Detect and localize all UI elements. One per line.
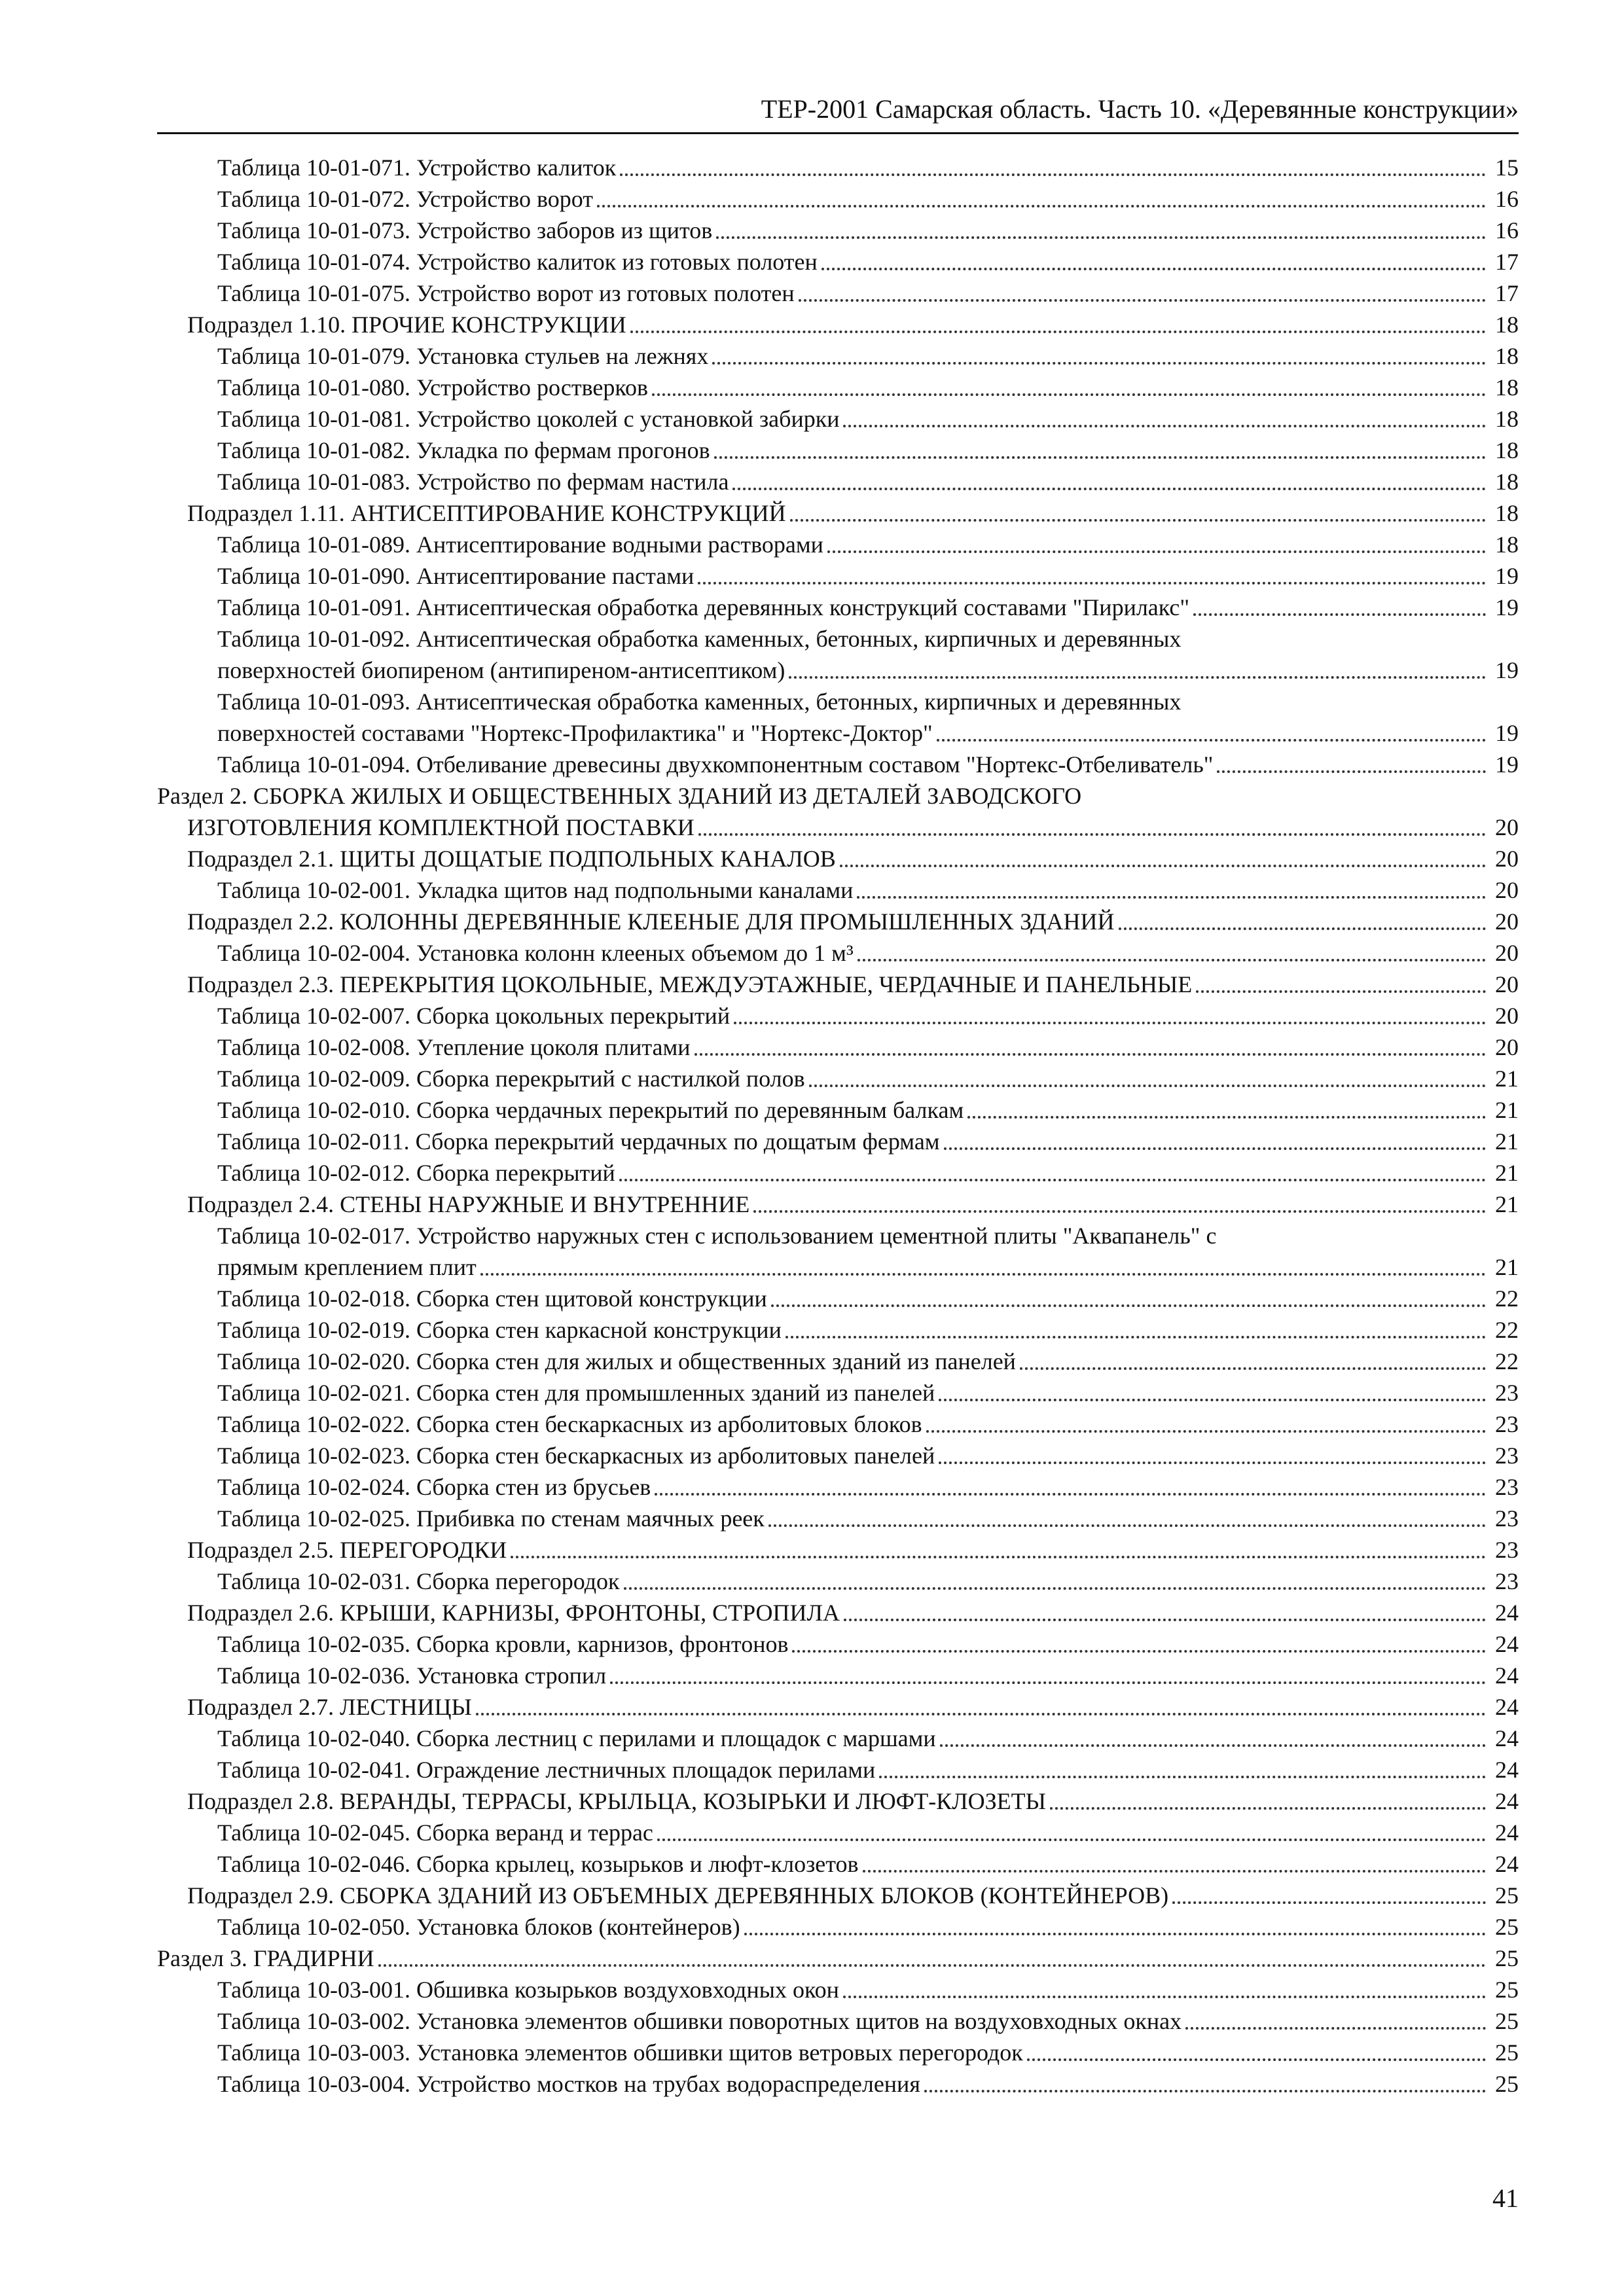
toc-entry[interactable] — [157, 874, 1519, 906]
toc-entry[interactable] — [157, 2068, 1519, 2100]
toc-entry-page: 24 — [1495, 1600, 1519, 1626]
toc-entry[interactable] — [157, 278, 1519, 309]
dot-leader — [857, 959, 1486, 961]
toc-entry-title: Таблица 10-02-023. Сборка стен бескаркасных из арболитовых панелей — [217, 1443, 935, 1469]
dot-leader — [597, 205, 1486, 207]
dot-leader — [476, 1713, 1486, 1715]
dot-leader — [771, 1304, 1486, 1307]
toc-entry[interactable] — [157, 1063, 1519, 1094]
toc-entry-continuation[interactable] — [157, 717, 1519, 749]
toc-entry-title: Подраздел 2.3. ПЕРЕКРЫТИЯ ЦОКОЛЬНЫЕ, МЕЖДУЭТАЖНЫЕ, ЧЕРДАЧНЫЕ И ПАНЕЛЬНЫЕ — [187, 971, 1193, 997]
toc-entry-page: 22 — [1495, 1348, 1519, 1374]
dot-leader — [698, 833, 1486, 836]
toc-entry[interactable] — [157, 466, 1519, 497]
toc-entry-page: 24 — [1495, 1662, 1519, 1689]
toc-entry-title: Таблица 10-02-046. Сборка крылец, козырьков и люфт-клозетов — [217, 1851, 859, 1877]
toc-entry[interactable] — [157, 1471, 1519, 1503]
toc-entry[interactable] — [157, 183, 1519, 215]
page-number: 41 — [1492, 2183, 1519, 2213]
dot-leader — [716, 236, 1486, 239]
dot-leader — [630, 331, 1486, 333]
toc-entry[interactable] — [157, 906, 1519, 937]
dot-leader — [799, 299, 1486, 302]
dot-leader — [652, 393, 1486, 396]
toc-entry[interactable] — [157, 1754, 1519, 1785]
toc-entry[interactable] — [157, 843, 1519, 874]
dot-leader — [619, 1179, 1486, 1181]
toc-entry-page: 23 — [1495, 1568, 1519, 1594]
dot-leader — [768, 1524, 1486, 1527]
dot-leader — [790, 519, 1486, 522]
dot-leader — [843, 1996, 1486, 1998]
dot-leader — [1217, 770, 1486, 773]
dot-leader — [1027, 2058, 1486, 2061]
toc-entry[interactable] — [157, 1817, 1519, 1848]
toc-entry-title: Таблица 10-01-083. Устройство по фермам настила — [217, 469, 729, 495]
toc-entry[interactable] — [157, 1911, 1519, 1943]
dot-leader — [1050, 1807, 1486, 1810]
toc-entry[interactable] — [157, 1534, 1519, 1566]
dot-leader — [857, 896, 1486, 899]
dot-leader — [480, 1273, 1486, 1276]
toc-entry-page: 20 — [1495, 1003, 1519, 1029]
toc-entry-title: Таблица 10-01-072. Устройство ворот — [217, 186, 593, 212]
toc-entry-title: Таблица 10-03-001. Обшивка козырьков воздуховходных окон — [217, 1977, 839, 2003]
toc-entry-title: Подраздел 2.2. КОЛОННЫ ДЕРЕВЯННЫЕ КЛЕЕНЫЕ ДЛЯ ПРОМЫШЛЕННЫХ ЗДАНИЙ — [187, 908, 1115, 935]
toc-entry-title: Таблица 10-01-090. Антисептирование пастами — [217, 563, 695, 589]
toc-entry-title: Подраздел 2.1. ЩИТЫ ДОЩАТЫЕ ПОДПОЛЬНЫХ КАНАЛОВ — [187, 846, 836, 872]
toc-entry-page: 23 — [1495, 1443, 1519, 1469]
toc-entry-title: Таблица 10-02-017. Устройство наружных стен с использованием цементной плиты "Аквапанель" с — [217, 1223, 1217, 1249]
toc-entry-page: 20 — [1495, 1034, 1519, 1060]
toc-entry-title: Таблица 10-02-004. Установка колонн клееных объемом до 1 м³ — [217, 940, 854, 966]
toc-entry-page: 23 — [1495, 1474, 1519, 1500]
dot-leader — [620, 173, 1486, 176]
dot-leader — [940, 1744, 1486, 1747]
toc-entry-title: Таблица 10-02-008. Утепление цоколя плитами — [217, 1034, 691, 1060]
toc-entry-page: 20 — [1495, 877, 1519, 903]
toc-entry[interactable] — [157, 1314, 1519, 1346]
toc-entry-page: 20 — [1495, 846, 1519, 872]
toc-entry[interactable] — [157, 937, 1519, 969]
dot-leader — [657, 1839, 1486, 1841]
table-of-contents — [157, 152, 1519, 2100]
toc-entry-page: 18 — [1495, 469, 1519, 495]
toc-entry-page: 21 — [1495, 1160, 1519, 1186]
toc-entry-page: 17 — [1495, 249, 1519, 275]
toc-entry-continuation[interactable] — [157, 655, 1519, 686]
toc-entry-page: 16 — [1495, 186, 1519, 212]
toc-entry-title: Таблица 10-01-094. Отбеливание древесины двухкомпонентным составом "Нортекс-Отбеливатель" — [217, 751, 1214, 778]
dot-leader — [944, 1147, 1486, 1150]
toc-entry-title: Таблица 10-02-011. Сборка перекрытий чердачных по дощатым фермам — [217, 1128, 940, 1155]
toc-entry[interactable] — [157, 749, 1519, 780]
toc-entry-title: Подраздел 2.9. СБОРКА ЗДАНИЙ ИЗ ОБЪЕМНЫХ ДЕРЕВЯННЫХ БЛОКОВ (КОНТЕЙНЕРОВ) — [187, 1882, 1169, 1909]
toc-entry-title: Таблица 10-01-071. Устройство калиток — [217, 154, 617, 181]
dot-leader — [610, 1681, 1486, 1684]
toc-entry-title: Таблица 10-02-031. Сборка перегородок — [217, 1568, 620, 1594]
dot-leader — [863, 1870, 1486, 1873]
header-rule — [157, 132, 1519, 134]
toc-entry-page: 21 — [1495, 1191, 1519, 1217]
dot-leader — [695, 1053, 1486, 1056]
toc-entry-page: 25 — [1495, 2008, 1519, 2034]
dot-leader — [939, 1399, 1486, 1401]
dot-leader — [744, 1933, 1486, 1935]
toc-entry[interactable] — [157, 1723, 1519, 1754]
dot-leader — [939, 1462, 1486, 1464]
toc-entry[interactable] — [157, 1408, 1519, 1440]
toc-entry-title: Таблица 10-01-080. Устройство ростверков — [217, 374, 649, 401]
toc-entry-title: Раздел 2. СБОРКА ЖИЛЫХ И ОБЩЕСТВЕННЫХ ЗДАНИЙ ИЗ ДЕТАЛЕЙ ЗАВОДСКОГО — [157, 783, 1082, 809]
toc-entry-page: 18 — [1495, 343, 1519, 369]
toc-entry-continuation[interactable] — [157, 1251, 1519, 1283]
dot-leader — [844, 1619, 1486, 1621]
toc-entry-page: 19 — [1495, 657, 1519, 683]
toc-entry-title-continuation: поверхностей биопиреном (антипиреном-антисептиком) — [217, 657, 785, 683]
toc-entry-title: Таблица 10-01-082. Укладка по фермам прогонов — [217, 437, 710, 463]
toc-entry-title: Таблица 10-02-021. Сборка стен для промышленных зданий из панелей — [217, 1380, 935, 1406]
toc-entry-title: Подраздел 2.6. КРЫШИ, КАРНИЗЫ, ФРОНТОНЫ, СТРОПИЛА — [187, 1600, 840, 1626]
dot-leader — [655, 1493, 1486, 1496]
dot-leader — [967, 1116, 1486, 1119]
toc-entry-page: 20 — [1495, 814, 1519, 840]
toc-entry[interactable] — [157, 780, 1519, 812]
toc-entry-title: Таблица 10-02-020. Сборка стен для жилых и общественных зданий из панелей — [217, 1348, 1016, 1374]
toc-entry-title-continuation: ИЗГОТОВЛЕНИЯ КОМПЛЕКТНОЙ ПОСТАВКИ — [187, 814, 695, 840]
dot-leader — [732, 488, 1486, 490]
dot-leader — [1172, 1901, 1486, 1904]
toc-entry-continuation[interactable] — [157, 812, 1519, 843]
toc-entry-title: Таблица 10-02-001. Укладка щитов над подпольными каналами — [217, 877, 854, 903]
toc-entry-title: Таблица 10-01-093. Антисептическая обработка каменных, бетонных, кирпичных и деревянных — [217, 689, 1182, 715]
toc-entry-title: Таблица 10-02-036. Установка стропил — [217, 1662, 607, 1689]
dot-leader — [624, 1587, 1487, 1590]
toc-entry-page: 24 — [1495, 1788, 1519, 1814]
dot-leader — [753, 1210, 1486, 1213]
toc-entry-page: 21 — [1495, 1097, 1519, 1123]
toc-entry-page: 24 — [1495, 1757, 1519, 1783]
toc-entry[interactable] — [157, 686, 1519, 717]
dot-leader — [827, 550, 1486, 553]
dot-leader — [792, 1650, 1486, 1653]
toc-entry-title: Таблица 10-02-018. Сборка стен щитовой конструкции — [217, 1285, 767, 1312]
toc-entry-page: 24 — [1495, 1694, 1519, 1720]
dot-leader — [879, 1776, 1486, 1778]
toc-entry-page: 21 — [1495, 1128, 1519, 1155]
toc-entry-title: Таблица 10-01-079. Установка стульев на лежнях — [217, 343, 709, 369]
toc-entry[interactable] — [157, 1848, 1519, 1880]
toc-entry[interactable] — [157, 246, 1519, 278]
toc-entry[interactable] — [157, 1440, 1519, 1471]
dot-leader — [698, 582, 1486, 584]
toc-entry[interactable] — [157, 340, 1519, 372]
dot-leader — [1185, 2027, 1486, 2030]
toc-entry-page: 23 — [1495, 1537, 1519, 1563]
toc-entry-page: 21 — [1495, 1254, 1519, 1280]
toc-entry-page: 25 — [1495, 1945, 1519, 1971]
toc-entry-page: 17 — [1495, 280, 1519, 306]
toc-entry-page: 24 — [1495, 1631, 1519, 1657]
dot-leader — [378, 1964, 1486, 1967]
dot-leader — [1193, 613, 1486, 616]
toc-entry-title: Таблица 10-02-009. Сборка перекрытий с настилкой полов — [217, 1066, 805, 1092]
toc-entry-page: 25 — [1495, 1914, 1519, 1940]
toc-entry-page: 20 — [1495, 940, 1519, 966]
toc-entry-title-continuation: прямым креплением плит — [217, 1254, 477, 1280]
toc-entry-title: Таблица 10-03-002. Установка элементов обшивки поворотных щитов на воздуховходных окнах — [217, 2008, 1182, 2034]
toc-entry[interactable] — [157, 1597, 1519, 1628]
dot-leader — [843, 425, 1486, 427]
toc-entry[interactable] — [157, 403, 1519, 435]
running-header: ТЕР-2001 Самарская область. Часть 10. «Деревянные конструкции» — [761, 94, 1519, 124]
toc-entry-title: Таблица 10-02-012. Сборка перекрытий — [217, 1160, 615, 1186]
toc-entry-page: 19 — [1495, 720, 1519, 746]
toc-entry[interactable] — [157, 1566, 1519, 1597]
dot-leader — [840, 865, 1486, 867]
toc-entry-title: Таблица 10-03-004. Устройство мостков на трубах водораспределения — [217, 2071, 920, 2097]
toc-entry-title: Таблица 10-01-089. Антисептирование водными растворами — [217, 531, 823, 558]
dot-leader — [712, 362, 1486, 365]
dot-leader — [1020, 1367, 1486, 1370]
toc-entry[interactable] — [157, 497, 1519, 529]
toc-entry[interactable] — [157, 1974, 1519, 2005]
toc-entry[interactable] — [157, 969, 1519, 1000]
toc-entry-title: Подраздел 2.7. ЛЕСТНИЦЫ — [187, 1694, 472, 1720]
toc-entry-page: 23 — [1495, 1380, 1519, 1406]
toc-entry[interactable] — [157, 560, 1519, 592]
toc-entry[interactable] — [157, 1943, 1519, 1974]
toc-entry-page: 22 — [1495, 1317, 1519, 1343]
toc-entry[interactable] — [157, 372, 1519, 403]
dot-leader — [789, 676, 1486, 679]
toc-entry-title: Таблица 10-02-035. Сборка кровли, карнизов, фронтонов — [217, 1631, 789, 1657]
toc-entry-page: 24 — [1495, 1820, 1519, 1846]
toc-entry-title: Раздел 3. ГРАДИРНИ — [157, 1945, 374, 1971]
toc-entry-page: 23 — [1495, 1505, 1519, 1532]
toc-entry-page: 24 — [1495, 1851, 1519, 1877]
toc-entry-title: Таблица 10-01-081. Устройство цоколей с установкой забирки — [217, 406, 840, 432]
toc-entry[interactable] — [157, 1660, 1519, 1691]
toc-entry-page: 18 — [1495, 531, 1519, 558]
toc-entry[interactable] — [157, 1094, 1519, 1126]
toc-entry-title: Подраздел 2.5. ПЕРЕГОРОДКИ — [187, 1537, 507, 1563]
toc-entry-title: Таблица 10-02-019. Сборка стен каркасной конструкции — [217, 1317, 782, 1343]
toc-entry-title: Таблица 10-01-074. Устройство калиток из готовых полотен — [217, 249, 818, 275]
toc-entry[interactable] — [157, 1189, 1519, 1220]
toc-entry-title: Таблица 10-02-022. Сборка стен бескаркасных из арболитовых блоков — [217, 1411, 922, 1437]
toc-entry-title: Подраздел 2.8. ВЕРАНДЫ, ТЕРРАСЫ, КРЫЛЬЦА, КОЗЫРЬКИ И ЛЮФТ-КЛОЗЕТЫ — [187, 1788, 1047, 1814]
toc-entry-title: Таблица 10-02-010. Сборка чердачных перекрытий по деревянным балкам — [217, 1097, 964, 1123]
dot-leader — [1196, 990, 1486, 993]
toc-entry[interactable] — [157, 1031, 1519, 1063]
dot-leader — [1119, 927, 1486, 930]
toc-entry-title: Подраздел 1.11. АНТИСЕПТИРОВАНИЕ КОНСТРУКЦИЙ — [187, 500, 786, 526]
dot-leader — [937, 739, 1486, 742]
toc-entry[interactable] — [157, 1346, 1519, 1377]
toc-entry[interactable] — [157, 309, 1519, 340]
toc-entry-title: Таблица 10-02-050. Установка блоков (контейнеров) — [217, 1914, 740, 1940]
toc-entry[interactable] — [157, 1503, 1519, 1534]
toc-entry-page: 21 — [1495, 1066, 1519, 1092]
toc-entry-title: Подраздел 1.10. ПРОЧИЕ КОНСТРУКЦИИ — [187, 312, 626, 338]
toc-entry-title: Таблица 10-01-092. Антисептическая обработка каменных, бетонных, кирпичных и деревянных — [217, 626, 1182, 652]
toc-entry[interactable] — [157, 1880, 1519, 1911]
toc-entry-page: 20 — [1495, 971, 1519, 997]
toc-entry-page: 18 — [1495, 437, 1519, 463]
toc-entry-page: 18 — [1495, 500, 1519, 526]
toc-entry[interactable] — [157, 2037, 1519, 2068]
toc-entry[interactable] — [157, 1691, 1519, 1723]
toc-entry-page: 15 — [1495, 154, 1519, 181]
toc-entry-page: 18 — [1495, 374, 1519, 401]
toc-entry-title: Таблица 10-01-091. Антисептическая обработка деревянных конструкций составами "Пирилакс" — [217, 594, 1190, 620]
toc-entry-page: 19 — [1495, 751, 1519, 778]
toc-entry-page: 25 — [1495, 2071, 1519, 2097]
toc-entry-title: Таблица 10-01-073. Устройство заборов из щитов — [217, 217, 713, 243]
toc-entry-title: Таблица 10-02-040. Сборка лестниц с перилами и площадок с маршами — [217, 1725, 936, 1751]
dot-leader — [714, 456, 1486, 459]
toc-entry[interactable] — [157, 1628, 1519, 1660]
toc-entry-page: 25 — [1495, 1882, 1519, 1909]
toc-entry-page: 23 — [1495, 1411, 1519, 1437]
toc-entry[interactable] — [157, 529, 1519, 560]
toc-entry[interactable] — [157, 592, 1519, 623]
toc-entry-title: Таблица 10-02-041. Ограждение лестничных площадок перилами — [217, 1757, 876, 1783]
dot-leader — [734, 1022, 1486, 1024]
toc-entry-page: 22 — [1495, 1285, 1519, 1312]
toc-entry-page: 20 — [1495, 908, 1519, 935]
toc-entry[interactable] — [157, 1220, 1519, 1251]
toc-entry-page: 25 — [1495, 2039, 1519, 2066]
toc-entry[interactable] — [157, 152, 1519, 183]
toc-entry-title: Таблица 10-01-075. Устройство ворот из готовых полотен — [217, 280, 795, 306]
dot-leader — [785, 1336, 1486, 1338]
toc-entry[interactable] — [157, 435, 1519, 466]
toc-entry-page: 19 — [1495, 594, 1519, 620]
toc-entry[interactable] — [157, 1157, 1519, 1189]
toc-entry-title: Таблица 10-02-007. Сборка цокольных перекрытий — [217, 1003, 731, 1029]
toc-entry-title: Таблица 10-02-025. Прибивка по стенам маячных реек — [217, 1505, 765, 1532]
toc-entry-page: 18 — [1495, 406, 1519, 432]
toc-entry[interactable] — [157, 1377, 1519, 1408]
toc-entry-page: 19 — [1495, 563, 1519, 589]
toc-entry[interactable] — [157, 1126, 1519, 1157]
toc-entry-title: Подраздел 2.4. СТЕНЫ НАРУЖНЫЕ И ВНУТРЕННИЕ — [187, 1191, 750, 1217]
toc-entry-title: Таблица 10-02-045. Сборка веранд и террас — [217, 1820, 653, 1846]
dot-leader — [511, 1556, 1486, 1558]
toc-entry-title: Таблица 10-02-024. Сборка стен из брусьев — [217, 1474, 651, 1500]
toc-entry[interactable] — [157, 215, 1519, 246]
toc-entry-page: 25 — [1495, 1977, 1519, 2003]
toc-entry[interactable] — [157, 1283, 1519, 1314]
toc-entry[interactable] — [157, 623, 1519, 655]
toc-entry-title-continuation: поверхностей составами "Нортекс-Профилактика" и "Нортекс-Доктор" — [217, 720, 933, 746]
toc-entry-page: 18 — [1495, 312, 1519, 338]
toc-entry[interactable] — [157, 1000, 1519, 1031]
toc-entry-page: 16 — [1495, 217, 1519, 243]
dot-leader — [809, 1085, 1486, 1087]
toc-entry[interactable] — [157, 1785, 1519, 1817]
dot-leader — [924, 2090, 1486, 2092]
dot-leader — [926, 1430, 1486, 1433]
toc-entry-page: 24 — [1495, 1725, 1519, 1751]
dot-leader — [821, 268, 1486, 270]
toc-entry-title: Таблица 10-03-003. Установка элементов обшивки щитов ветровых перегородок — [217, 2039, 1023, 2066]
toc-entry[interactable] — [157, 2005, 1519, 2037]
